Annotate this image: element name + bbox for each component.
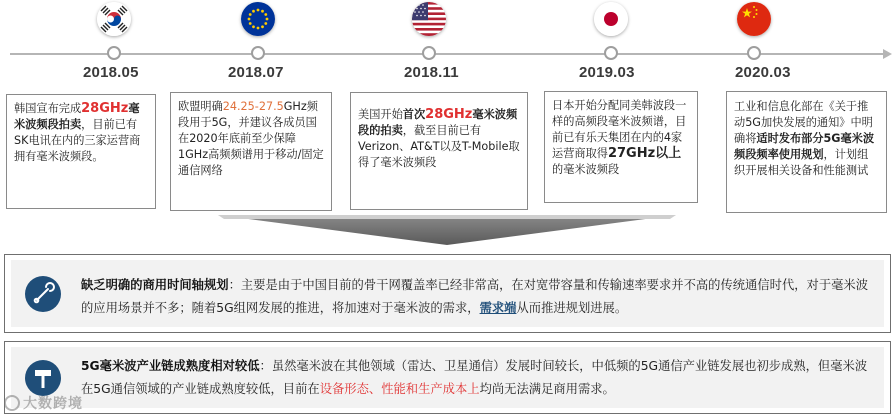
hammer-icon <box>25 360 61 396</box>
timeline-node-2018-07 <box>251 46 265 60</box>
text-segment: 28GHz <box>425 107 473 122</box>
year-label: 2018.11 <box>404 64 459 81</box>
event-card-text <box>14 101 148 165</box>
wrench-icon <box>25 276 61 312</box>
year-label: 2020.03 <box>735 64 791 81</box>
text-segment: ，计划组织开展相关设备和性能测试 <box>734 148 869 177</box>
watermark-logo <box>4 393 83 413</box>
event-card-korea <box>6 94 156 209</box>
text-segment: 毫米波频段的拍卖 <box>358 108 518 137</box>
event-card-eu <box>170 92 332 211</box>
event-card-text <box>358 107 520 171</box>
eu-flag-icon <box>241 2 275 36</box>
event-card-japan <box>544 91 698 203</box>
text-segment: GHz频段用于5G，并建议各成员国在2020年底前至少保障1GHz高频频谱用于移动/固定通信网络 <box>178 100 324 177</box>
timeline-node-2018-05 <box>107 46 121 60</box>
panel-text <box>81 355 870 401</box>
text-segment: 28GHz <box>81 101 129 116</box>
event-card-text <box>734 99 879 179</box>
text-segment: 的毫米波频段 <box>552 163 620 176</box>
text-segment: 韩国宣布完成 <box>14 102 82 115</box>
watermark-text: 大数跨境 <box>23 396 83 412</box>
text-segment: 24.25-27.5 <box>222 100 284 113</box>
text-segment: 适时发布部分5G毫米波频段频率使用规划 <box>734 132 875 161</box>
text-segment: 日本开始分配同美韩波段一样的高频段毫米波频谱，目前已有乐天集团在内的4家运营商取得 <box>552 99 687 160</box>
insight-panel-timeline <box>4 254 891 333</box>
text-segment: 毫米波频段拍卖 <box>14 102 140 131</box>
text-segment: 5G毫米波产业链成熟度相对较低 <box>81 359 260 373</box>
event-card-usa <box>350 92 528 210</box>
timeline-node-2020-03 <box>747 46 761 60</box>
text-segment: 首次 <box>402 108 426 121</box>
text-segment: 从而推进规划进展。 <box>516 301 628 315</box>
year-label: 2019.03 <box>579 64 635 81</box>
timeline-node-2019-03 <box>604 46 618 60</box>
event-card-china <box>726 91 887 213</box>
text-segment: ，截至目前已有Verizon、AT&T以及T-Mobile取得了毫米波频段 <box>358 124 520 169</box>
watermark-circle-icon <box>4 395 20 411</box>
panel-text <box>81 274 870 320</box>
text-segment: 美国开始 <box>358 108 403 121</box>
text-segment: ：虽然毫米波在其他领域（雷达、卫星通信）发展时间较长，中低频的5G通信产业链发展也初步成熟，但毫米波在5G通信领域的产业链成熟度较低，目前在 <box>81 359 868 396</box>
south-korea-flag-icon <box>97 2 131 36</box>
year-label: 2018.07 <box>228 64 284 81</box>
panel-background <box>11 347 884 408</box>
text-segment: 设备形态、性能和生产成本上 <box>319 382 480 396</box>
text-segment: 均尚无法满足商用需求。 <box>479 382 615 396</box>
text-segment: 27GHz以上 <box>607 146 682 161</box>
insight-panel-industry <box>4 341 891 414</box>
text-segment: ：主要是由于中国目前的骨干网覆盖率已经非常高，在对宽带容量和传输速率要求并不高的传统通信时代，对于毫米波的应用场景并不多；随着5G组网发展的推进，将加速对于毫米波的需求， <box>81 278 869 315</box>
timeline-node-2018-11 <box>422 46 436 60</box>
japan-flag-icon <box>594 2 628 36</box>
text-segment: 需求端 <box>479 301 517 315</box>
panel-background <box>11 260 884 327</box>
text-segment: 缺乏明确的商用时间轴规划 <box>81 278 229 292</box>
usa-flag-icon <box>412 2 446 36</box>
funnel-arrow <box>218 215 676 245</box>
event-card-text <box>178 99 324 179</box>
event-card-text <box>552 98 690 178</box>
text-segment: 欧盟明确 <box>178 100 223 113</box>
timeline-arrow-icon <box>883 49 892 59</box>
china-flag-icon <box>737 2 771 36</box>
text-segment: 工业和信息化部在《关于推动5G加快发展的通知》中明确将 <box>734 100 873 145</box>
text-segment: ，目前已有SK电讯在内的三家运营商拥有毫米波频段。 <box>14 118 141 163</box>
year-label: 2018.05 <box>83 64 139 81</box>
